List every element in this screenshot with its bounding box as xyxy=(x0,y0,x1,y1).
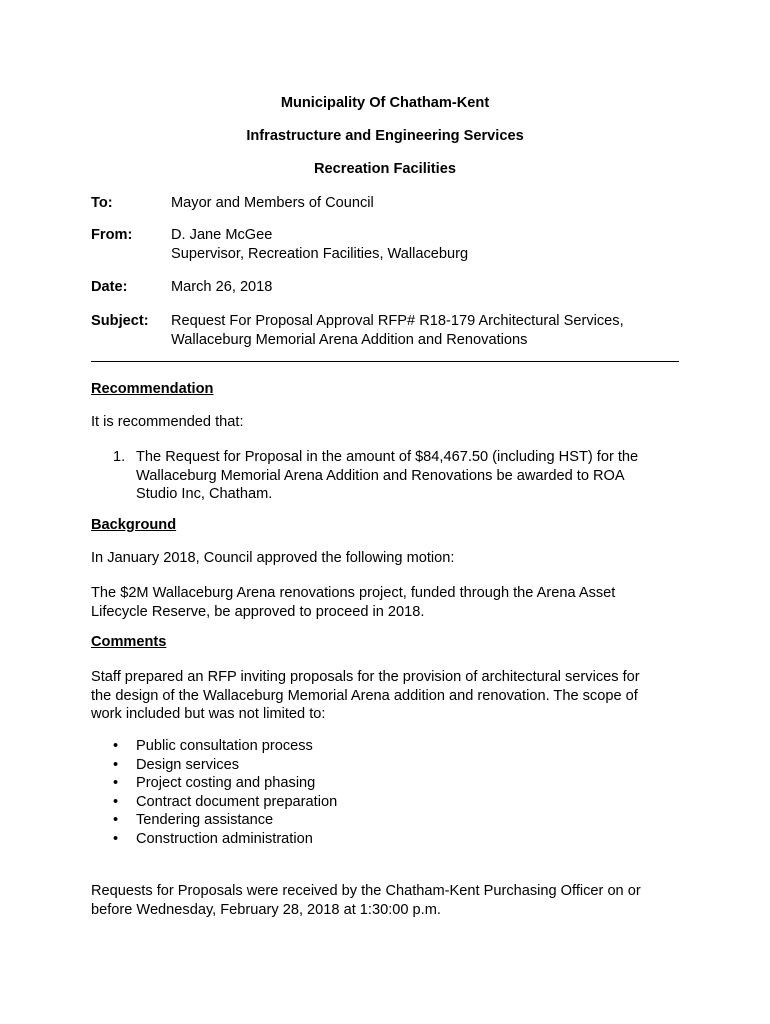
date-label: Date: xyxy=(91,279,128,295)
division-title: Recreation Facilities xyxy=(314,161,456,177)
bullet-icon: • xyxy=(113,830,119,847)
background-paragraph-1: In January 2018, Council approved the following motion: xyxy=(91,550,455,566)
comments-paragraph-2: Requests for Proposals were received by the Chatham-Kent Purchasing Officer on or before Wednesday, February 28, 2018 at 1:30:00 p.m. xyxy=(91,883,641,918)
to-label: To: xyxy=(91,195,113,211)
to-value: Mayor and Members of Council xyxy=(171,195,374,211)
from-title: Supervisor, Recreation Facilities, Wallaceburg xyxy=(171,245,469,262)
recommendation-heading: Recommendation xyxy=(91,381,214,397)
comments-paragraph-1: Staff prepared an RFP inviting proposals for the provision of architectural services for the design of the Wallaceburg Memorial Arena addition and renovation. The scope of work included but was not limited to: xyxy=(91,669,640,722)
background-paragraph-2: The $2M Wallaceburg Arena renovations project, funded through the Arena Asset Lifecycle Reserve, be approved to proceed in 2018. xyxy=(91,585,616,620)
comments-heading: Comments xyxy=(91,634,167,650)
subject-value: Request For Proposal Approval RFP# R18-179 Architectural Services, Wallaceburg Memorial Arena Addition and Renovations xyxy=(171,313,624,348)
org-title: Municipality Of Chatham-Kent xyxy=(280,95,490,111)
bullet-icon: • xyxy=(113,775,119,792)
date-value: March 26, 2018 xyxy=(171,279,273,295)
from-name: D. Jane McGee xyxy=(171,227,273,243)
from-label: From: xyxy=(91,227,133,243)
from-value xyxy=(171,226,468,263)
background-heading: Background xyxy=(91,517,177,533)
bullet-icon: • xyxy=(113,738,119,754)
department-title: Infrastructure and Engineering Services xyxy=(246,128,524,144)
recommendation-intro: It is recommended that: xyxy=(91,414,244,430)
bullet-icon: • xyxy=(113,756,119,773)
item-text: The Request for Proposal in the amount of $84,467.50 (including HST) for the Wallaceburg Memorial Arena Addition and Renovations be awarded to ROA Studio Inc, Chatham. xyxy=(136,449,639,502)
bullet-icon: • xyxy=(113,793,119,810)
bullet-icon: • xyxy=(113,812,119,829)
subject-label: Subject: xyxy=(91,313,149,329)
document-page: Municipality Of Chatham-Kent Infrastructure and Engineering Services Recreation Facilities To: Mayor and Members of Council From: D. Jane McGee Supervisor, Recreation Facilities, Wallaceburg Date: March 26, 2018 Subject: Request For Proposal Approval RFP# R18-179 Architectural Services, Wallaceburg Memorial Arena Addition and Renovations Recommendation It is recommended that: 1. The Request for Proposal in the amount of $84,467.50 (including HST) for the Wallaceburg Memorial Arena Addition and Renovations be awarded to ROA Studio Inc, Chatham. Background In January 2018, Council approved the following motion: The $2M Wallaceburg Arena renovations project, funded through the Arena Asset Lifecycle Reserve, be approved to proceed in 2018. Comments Staff prepared an RFP inviting proposals for the provision of architectural services for the design of the Wallaceburg Memorial Arena addition and renovation. The scope of work included but was not limited to: • Public consultation process • Design services • Project costing and phasing • Contract document preparation • Tendering assistance • Construction administration Requests for Proposals were received by the Chatham-Kent Purchasing Officer on or before Wednesday, February 28, 2018 at 1:30:00 p.m. xyxy=(0,0,770,1024)
header-divider xyxy=(91,361,679,362)
item-number: 1. xyxy=(113,449,126,465)
